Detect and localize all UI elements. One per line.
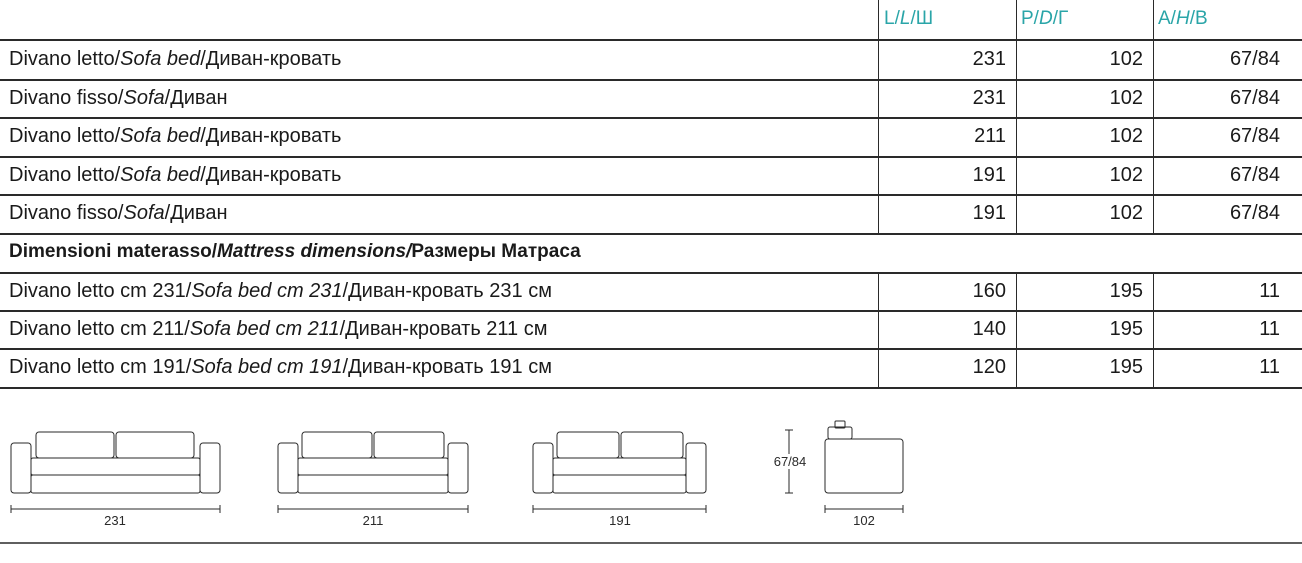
width-label-191: 191: [609, 513, 631, 528]
table-row: [0, 311, 1302, 349]
sofa-drawings: [0, 400, 1302, 558]
row-divider: [0, 387, 1302, 389]
table-header: [0, 0, 1302, 38]
section-title: Dimensioni materasso/Mattress dimensions/Размеры Матраса: [9, 241, 581, 262]
table-row: [0, 157, 1302, 195]
table-row: [0, 349, 1302, 387]
sofa-231-drawing: [11, 432, 220, 513]
sofa-drawings-svg: [0, 400, 1302, 558]
cell-depth: 102: [1109, 125, 1143, 147]
sofa-211-drawing: [278, 432, 468, 513]
cell-height: 67/84: [1229, 125, 1280, 147]
cell-length: 231: [972, 48, 1006, 70]
row-label: Divano letto cm 191/Sofa bed cm 191/Диван-кровать 191 см: [9, 356, 552, 378]
cell-length: 120: [972, 356, 1006, 378]
cell-height: 11: [1259, 318, 1280, 340]
table-row: [0, 195, 1302, 233]
cell-height: 67/84: [1229, 48, 1280, 70]
row-label: Divano letto cm 211/Sofa bed cm 211/Диван-кровать 211 см: [9, 318, 548, 340]
table-row: [0, 41, 1302, 79]
row-label: Divano letto cm 231/Sofa bed cm 231/Диван-кровать 231 см: [9, 280, 552, 302]
cell-length: 211: [974, 125, 1006, 147]
table-row: [0, 273, 1302, 311]
header-depth: P/D/Г: [1021, 8, 1069, 29]
cell-depth: 102: [1109, 164, 1143, 186]
cell-height: 67/84: [1229, 164, 1280, 186]
row-label: Divano fisso/Sofa/Диван: [9, 87, 228, 109]
table-row: [0, 118, 1302, 156]
header-height: A/H/В: [1158, 8, 1208, 29]
row-label: Divano letto/Sofa bed/Диван-кровать: [9, 164, 342, 186]
cell-height: 11: [1259, 356, 1280, 378]
width-label-211: 211: [362, 513, 384, 528]
cell-height: 67/84: [1229, 202, 1280, 224]
row-label: Divano fisso/Sofa/Диван: [9, 202, 228, 224]
mattress-section-heading: [0, 234, 1302, 272]
depth-label: 102: [853, 513, 875, 528]
cell-depth: 195: [1109, 280, 1143, 302]
table-row: [0, 80, 1302, 118]
height-label: 67/84: [764, 454, 816, 469]
cell-length: 191: [972, 202, 1006, 224]
cell-length: 191: [972, 164, 1006, 186]
cell-length: 231: [972, 87, 1006, 109]
row-label: Divano letto/Sofa bed/Диван-кровать: [9, 125, 342, 147]
cell-depth: 195: [1109, 318, 1143, 340]
cell-depth: 195: [1109, 356, 1143, 378]
row-label: Divano letto/Sofa bed/Диван-кровать: [9, 48, 342, 70]
header-length: L/L/Ш: [884, 8, 934, 29]
width-label-231: 231: [104, 513, 126, 528]
cell-length: 140: [972, 318, 1006, 340]
sofa-191-drawing: [533, 432, 706, 513]
cell-height: 11: [1259, 280, 1280, 302]
cell-height: 67/84: [1229, 87, 1280, 109]
cell-length: 160: [972, 280, 1006, 302]
cell-depth: 102: [1109, 202, 1143, 224]
cell-depth: 102: [1109, 87, 1143, 109]
cell-depth: 102: [1109, 48, 1143, 70]
